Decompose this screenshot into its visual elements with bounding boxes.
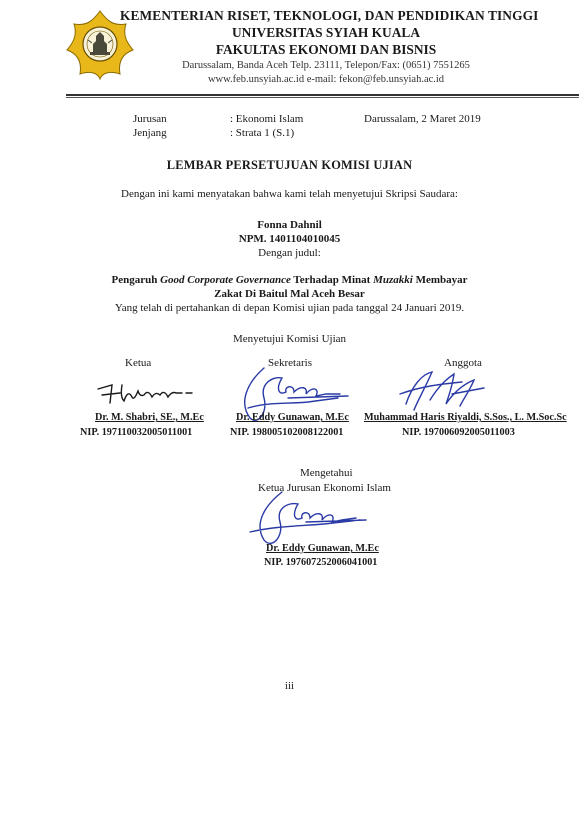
- ketua-signature-icon: [92, 375, 212, 415]
- known-name: Dr. Eddy Gunawan, M.Ec: [266, 543, 379, 554]
- anggota-nip: NIP. 197006092005011003: [402, 427, 515, 438]
- anggota-name: Muhammad Haris Riyaldi, S.Sos., L. M.Soc.Sc: [364, 412, 567, 423]
- ketua-name: Dr. M. Shabri, SE., M.Ec: [95, 412, 204, 423]
- thesis-title-part: Pengaruh: [111, 274, 161, 286]
- place-date: Darussalam, 2 Maret 2019: [364, 113, 481, 125]
- student-npm: NPM. 1401104010045: [238, 233, 341, 245]
- faculty-contact: www.feb.unsyiah.ac.id e-mail: fekon@feb.unsyiah.ac.id: [207, 74, 445, 85]
- known-nip: NIP. 197607252006041001: [264, 557, 378, 568]
- page-title: LEMBAR PERSETUJUAN KOMISI UJIAN: [166, 158, 413, 172]
- ketua-role: Ketua: [125, 357, 152, 369]
- faculty-name: FAKULTAS EKONOMI DAN BISNIS: [215, 42, 437, 57]
- thesis-title-line2: Zakat Di Baitul Mal Aceh Besar: [214, 288, 365, 300]
- jenjang-value: : Strata 1 (S.1): [230, 127, 295, 139]
- judul-label: Dengan judul:: [258, 247, 321, 259]
- thesis-title-line1: [0, 274, 579, 286]
- thesis-title-part: Terhadap Minat: [290, 274, 374, 286]
- jurusan-value: : Ekonomi Islam: [230, 113, 304, 125]
- known-heading: Mengetahui: [300, 467, 353, 479]
- page-number: iii: [284, 680, 295, 692]
- defense-statement: Yang telah di pertahankan di depan Komisi ujian pada tanggal 24 Januari 2019.: [114, 302, 465, 314]
- faculty-address: Darussalam, Banda Aceh Telp. 23111, Telepon/Fax: (0651) 7551265: [182, 60, 470, 71]
- intro-text: Dengan ini kami menyatakan bahwa kami telah menyetujui Skripsi Saudara:: [121, 188, 458, 200]
- sekretaris-name: Dr. Eddy Gunawan, M.Ec: [236, 412, 349, 423]
- header-divider: [66, 94, 579, 96]
- approval-heading: Menyetujui Komisi Ujian: [232, 333, 347, 345]
- anggota-role: Anggota: [444, 357, 482, 369]
- header-divider-thin: [66, 97, 579, 98]
- jurusan-label: Jurusan: [133, 113, 167, 125]
- thesis-title-part: Membayar: [412, 274, 468, 286]
- jenjang-label: Jenjang: [133, 127, 167, 139]
- university-name: UNIVERSITAS SYIAH KUALA: [231, 25, 420, 40]
- ministry-name: KEMENTERIAN RISET, TEKNOLOGI, DAN PENDIDIKAN TINGGI: [120, 8, 539, 23]
- ketua-nip: NIP. 197110032005011001: [80, 427, 193, 438]
- known-role: Ketua Jurusan Ekonomi Islam: [258, 482, 391, 494]
- student-name: Fonna Dahnil: [257, 219, 322, 231]
- sekretaris-nip: NIP. 198005102008122001: [230, 427, 344, 438]
- sekretaris-role: Sekretaris: [268, 357, 312, 369]
- thesis-title-italic: Good Corporate Governance: [160, 274, 291, 286]
- thesis-title-italic: Muzakki: [373, 274, 413, 286]
